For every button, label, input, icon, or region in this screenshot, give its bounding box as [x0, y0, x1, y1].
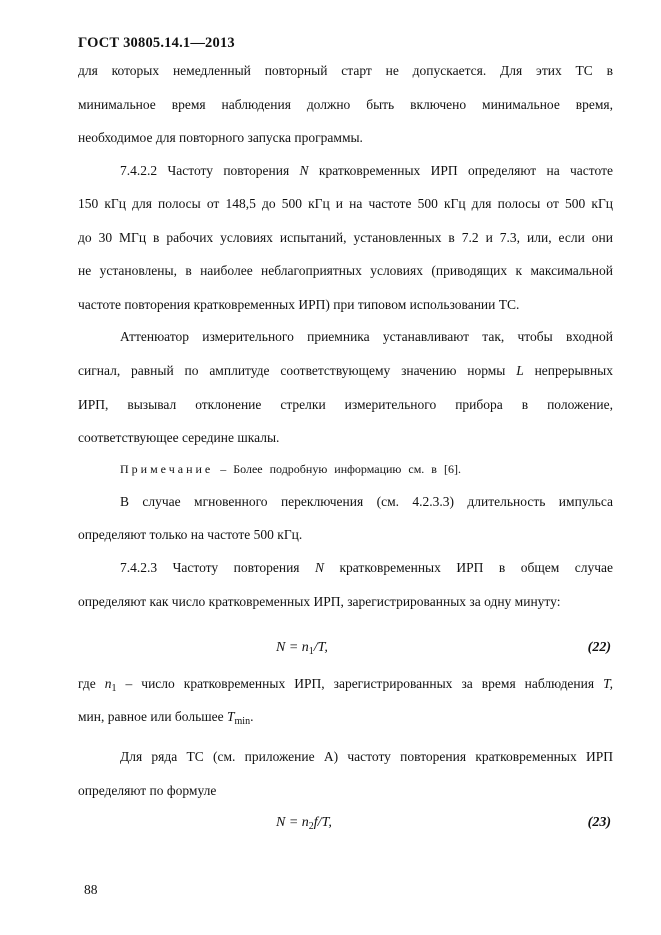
text-line: определяют по формуле [78, 783, 217, 798]
text-line: ИРП, вызывал отклонение стрелки измерительного прибора в положение, [78, 397, 613, 412]
page-number: 88 [84, 882, 98, 897]
standard-header: ГОСТ 30805.14.1—2013 [78, 35, 235, 51]
formula-22: $N = n_1/T$, [276, 640, 328, 657]
formula-23: $N = n_2f/T$, [276, 815, 332, 832]
text-line: 150 кГц для полосы от 148,5 до 500 кГц и на частоте 500 кГц для полосы от 500 кГц [78, 196, 613, 211]
text-line: мин, равное или большее $T_{min}$. [78, 709, 254, 727]
text-line: где $n_1$ – число кратковременных ИРП, зарегистрированных за время наблюдения T, [78, 676, 613, 694]
text-line: Аттенюатор измерительного приемника устанавливают так, чтобы входной [120, 329, 613, 344]
text-line: соответствующее середине шкалы. [78, 430, 280, 445]
text-line: 7.4.2.3 Частоту повторения N кратковременных ИРП в общем случае [120, 560, 613, 575]
text-line: 7.4.2.2 Частоту повторения N кратковременных ИРП определяют на частоте [120, 163, 613, 178]
text-line: определяют как число кратковременных ИРП, зарегистрированных за одну минуту: [78, 594, 561, 609]
formula-22-number: (22) [587, 640, 611, 655]
text-line: не установлены, в наиболее неблагоприятных условиях (приводящих к максимальной [78, 263, 613, 278]
formula-23-number: (23) [587, 815, 611, 830]
text-line: до 30 МГц в рабочих условиях испытаний, установленных в 7.2 и 7.3, или, если они [78, 230, 613, 245]
text-line: частоте повторения кратковременных ИРП) при типовом использовании ТС. [78, 297, 520, 312]
text-line: сигнал, равный по амплитуде соответствующему значению нормы L непрерывных [78, 363, 613, 378]
note-label: Примечание [120, 462, 214, 476]
text-line: В случае мгновенного переключения (см. 4.2.3.3) длительность импульса [120, 494, 613, 509]
text-line: необходимое для повторного запуска программы. [78, 130, 363, 145]
text-line: минимальное время наблюдения должно быть включено минимальное время, [78, 97, 613, 112]
text-line: Для ряда ТС (см. приложение А) частоту повторения кратковременных ИРП [120, 749, 613, 764]
text-line: для которых немедленный повторный старт не допускается. Для этих ТС в [78, 63, 613, 78]
text-line: определяют только на частоте 500 кГц. [78, 527, 303, 542]
note-line: Примечание – Более подробную информацию см. в [6]. [120, 462, 461, 476]
